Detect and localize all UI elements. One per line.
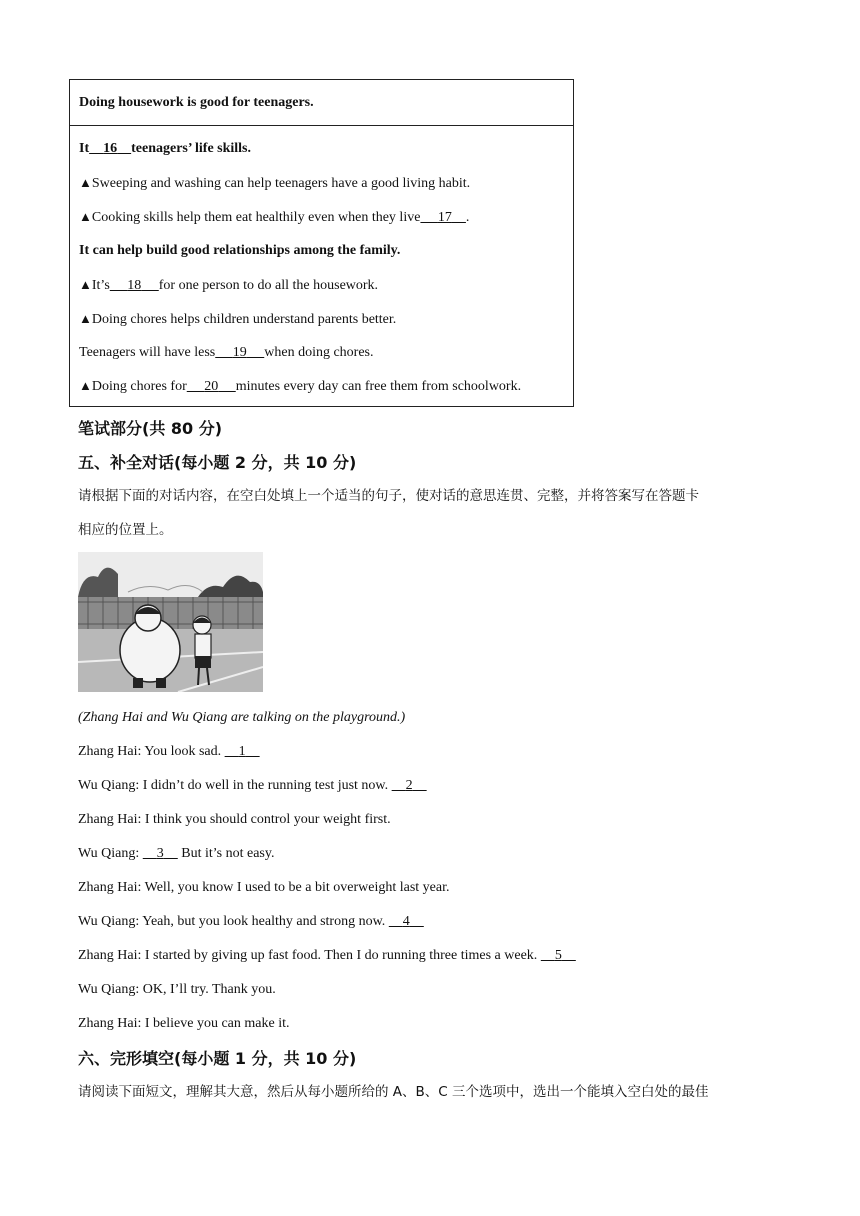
dialogue-line	[78, 812, 391, 828]
dialogue-line	[78, 880, 449, 896]
table-row	[79, 209, 469, 226]
section6-instruction-line1: 请阅读下面短文，理解其大意，然后从每小题所给的 A、B、C 三个选项中，选出一个能填入空白处的最佳	[78, 1084, 709, 1100]
dialogue-line	[78, 982, 276, 998]
row-text: Sweeping and washing can help teenagers have a good living habit.	[91, 176, 471, 191]
blank-1: 1	[238, 744, 246, 759]
blank-4: 4	[402, 914, 410, 929]
speaker-name: Zhang Hai:	[78, 1016, 142, 1031]
row-text: Doing chores helps children understand parents better.	[91, 312, 397, 327]
triangle-icon: ▲	[79, 175, 92, 190]
table-row	[79, 141, 251, 157]
illustration-two-boys	[78, 552, 263, 692]
blank-3: 3	[156, 846, 164, 861]
cartoon-image	[78, 552, 263, 692]
triangle-icon: ▲	[79, 378, 92, 393]
row-text: It can help build good relationships among the family.	[79, 243, 401, 258]
triangle-icon: ▲	[79, 311, 92, 326]
speaker-name: Wu Qiang:	[78, 914, 140, 929]
row-text-after: for one person to do all the housework.	[158, 278, 379, 293]
section6-title: 六、完形填空(每小题 1 分，共 10 分)	[78, 1049, 357, 1068]
row-text: It’s	[91, 278, 110, 293]
table-row	[79, 378, 521, 395]
blank-17: 17	[437, 210, 452, 225]
dialogue-text: But it’s not easy.	[181, 846, 275, 861]
row-text: Doing chores for	[91, 379, 187, 394]
dialogue-text: I think you should control your weight first.	[144, 812, 391, 827]
row-text: It	[79, 141, 90, 156]
dialogue-line	[78, 778, 427, 794]
row-text-after: when doing chores.	[264, 345, 374, 360]
dialogue-text: Well, you know I used to be a bit overweight last year.	[144, 880, 450, 895]
written-section-title: 笔试部分(共 80 分)	[78, 419, 223, 438]
triangle-icon: ▲	[79, 277, 92, 292]
table-row	[79, 175, 470, 192]
blank-18: 18	[127, 278, 142, 293]
dialogue-line	[78, 1016, 289, 1032]
row-text-after: minutes every day can free them from schoolwork.	[235, 379, 522, 394]
table-header: Doing housework is good for teenagers.	[70, 80, 573, 126]
dialogue-line	[78, 948, 576, 964]
row-text-after: teenagers’ life skills.	[131, 141, 252, 156]
housework-summary-table	[69, 79, 574, 407]
speaker-name: Wu Qiang:	[78, 846, 140, 861]
section5-title: 五、补全对话(每小题 2 分，共 10 分)	[78, 453, 357, 472]
speaker-name: Wu Qiang:	[78, 778, 140, 793]
dialogue-text: Yeah, but you look healthy and strong now.	[142, 914, 386, 929]
dialogue-line	[78, 914, 424, 930]
row-text-after: .	[465, 210, 470, 225]
dialogue-text: I believe you can make it.	[144, 1016, 290, 1031]
blank-20: 20	[204, 379, 219, 394]
speaker-name: Zhang Hai:	[78, 744, 142, 759]
table-row	[79, 243, 400, 259]
speaker-name: Zhang Hai:	[78, 880, 142, 895]
dialogue-text: You look sad.	[144, 744, 222, 759]
table-row	[79, 345, 374, 361]
dialogue-line	[78, 846, 274, 862]
section5-instruction-line2: 相应的位置上。	[78, 522, 173, 538]
dialogue-scene: (Zhang Hai and Wu Qiang are talking on the playground.)	[78, 710, 406, 725]
table-row	[79, 277, 378, 294]
blank-2: 2	[405, 778, 413, 793]
triangle-icon: ▲	[79, 209, 92, 224]
blank-19: 19	[232, 345, 247, 360]
dialogue-text: I didn’t do well in the running test just now.	[142, 778, 389, 793]
dialogue-line	[78, 744, 260, 760]
speaker-name: Zhang Hai:	[78, 948, 142, 963]
row-text: Teenagers will have less	[79, 345, 216, 360]
row-text: Cooking skills help them eat healthily even when they live	[91, 210, 421, 225]
dialogue-text: OK, I’ll try. Thank you.	[142, 982, 276, 997]
speaker-name: Wu Qiang:	[78, 982, 140, 997]
dialogue-text: I started by giving up fast food. Then I do running three times a week.	[144, 948, 538, 963]
blank-5: 5	[554, 948, 562, 963]
section5-instruction-line1: 请根据下面的对话内容，在空白处填上一个适当的句子，使对话的意思连贯、完整，并将答案写在答题卡	[78, 488, 699, 504]
table-row	[79, 311, 396, 328]
speaker-name: Zhang Hai:	[78, 812, 142, 827]
blank-16: 16	[103, 141, 118, 156]
